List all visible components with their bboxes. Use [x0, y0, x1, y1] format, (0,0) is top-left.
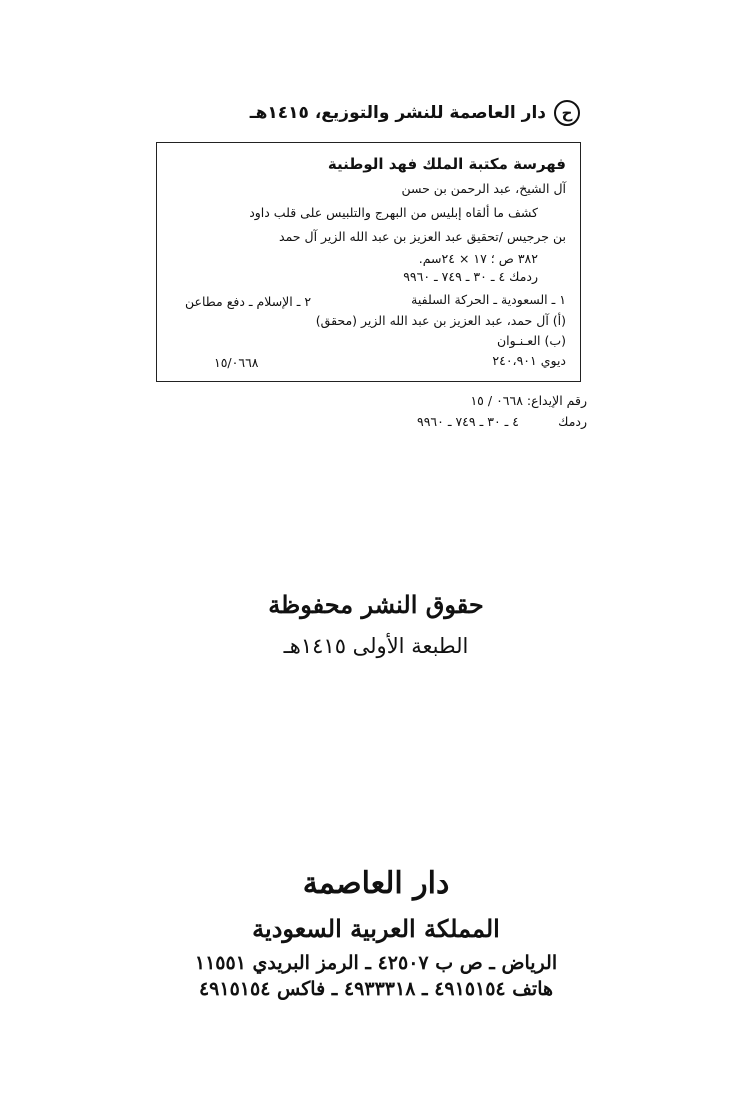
- deposit-number: رقم الإيداع: ٠٦٦٨ / ١٥: [470, 393, 587, 408]
- catalog-pages-size: ٣٨٢ ص ؛ ١٧ × ٢٤سم.: [418, 251, 538, 266]
- publisher-name: دار العاصمة: [302, 866, 450, 901]
- catalog-subjects-1: ١ ـ السعودية ـ الحركة السلفية: [411, 292, 566, 307]
- copyright-mark-icon: ح: [554, 100, 580, 126]
- catalog-editor: (أ) آل حمد، عبد العزيز بن عبد الله الزير (محقق): [315, 313, 566, 328]
- publisher-address: الرياض ـ ص ب ٤٢٥٠٧ ـ الرمز البريدي ١١٥٥١: [194, 952, 558, 974]
- edition-line: الطبعة الأولى ١٤١٥هـ: [283, 634, 469, 658]
- rights-reserved: حقوق النشر محفوظة: [268, 590, 484, 619]
- catalog-title-entry: (ب) العـنـوان: [496, 333, 566, 348]
- catalog-card: [156, 142, 581, 382]
- catalog-deposit-number: ١٥/٠٦٦٨: [214, 355, 259, 370]
- catalog-book-title-2: بن جرجيس /تحقيق عبد العزيز بن عبد الله الزير آل حمد: [279, 229, 566, 244]
- publisher-rights-text: دار العاصمة للنشر والتوزيع، ١٤١٥هـ: [249, 103, 546, 123]
- catalog-book-title-1: كشف ما ألقاه إبليس من البهرج والتلبيس على قلب داود: [249, 205, 538, 220]
- isbn-label: ردمك: [558, 414, 587, 429]
- catalog-title: فهرسة مكتبة الملك فهد الوطنية: [327, 155, 566, 173]
- isbn-value: ٤ ـ ٣٠ ـ ٧٤٩ ـ ٩٩٦٠: [417, 414, 519, 429]
- publisher-country: المملكة العربية السعودية: [252, 914, 500, 943]
- publisher-phones: هاتف ٤٩١٥١٥٤ ـ ٤٩٣٣٣١٨ ـ فاكس ٤٩١٥١٥٤: [198, 978, 554, 1000]
- catalog-isbn: ردمك ٤ ـ ٣٠ ـ ٧٤٩ ـ ٩٩٦٠: [403, 269, 538, 284]
- catalog-subjects-2: ٢ ـ الإسلام ـ دفع مطاعن: [185, 294, 312, 309]
- catalog-dewey: ديوي ٢٤٠،٩٠١: [492, 353, 566, 368]
- catalog-author: آل الشيخ، عبد الرحمن بن حسن: [401, 181, 566, 196]
- publisher-rights-line: [250, 100, 580, 126]
